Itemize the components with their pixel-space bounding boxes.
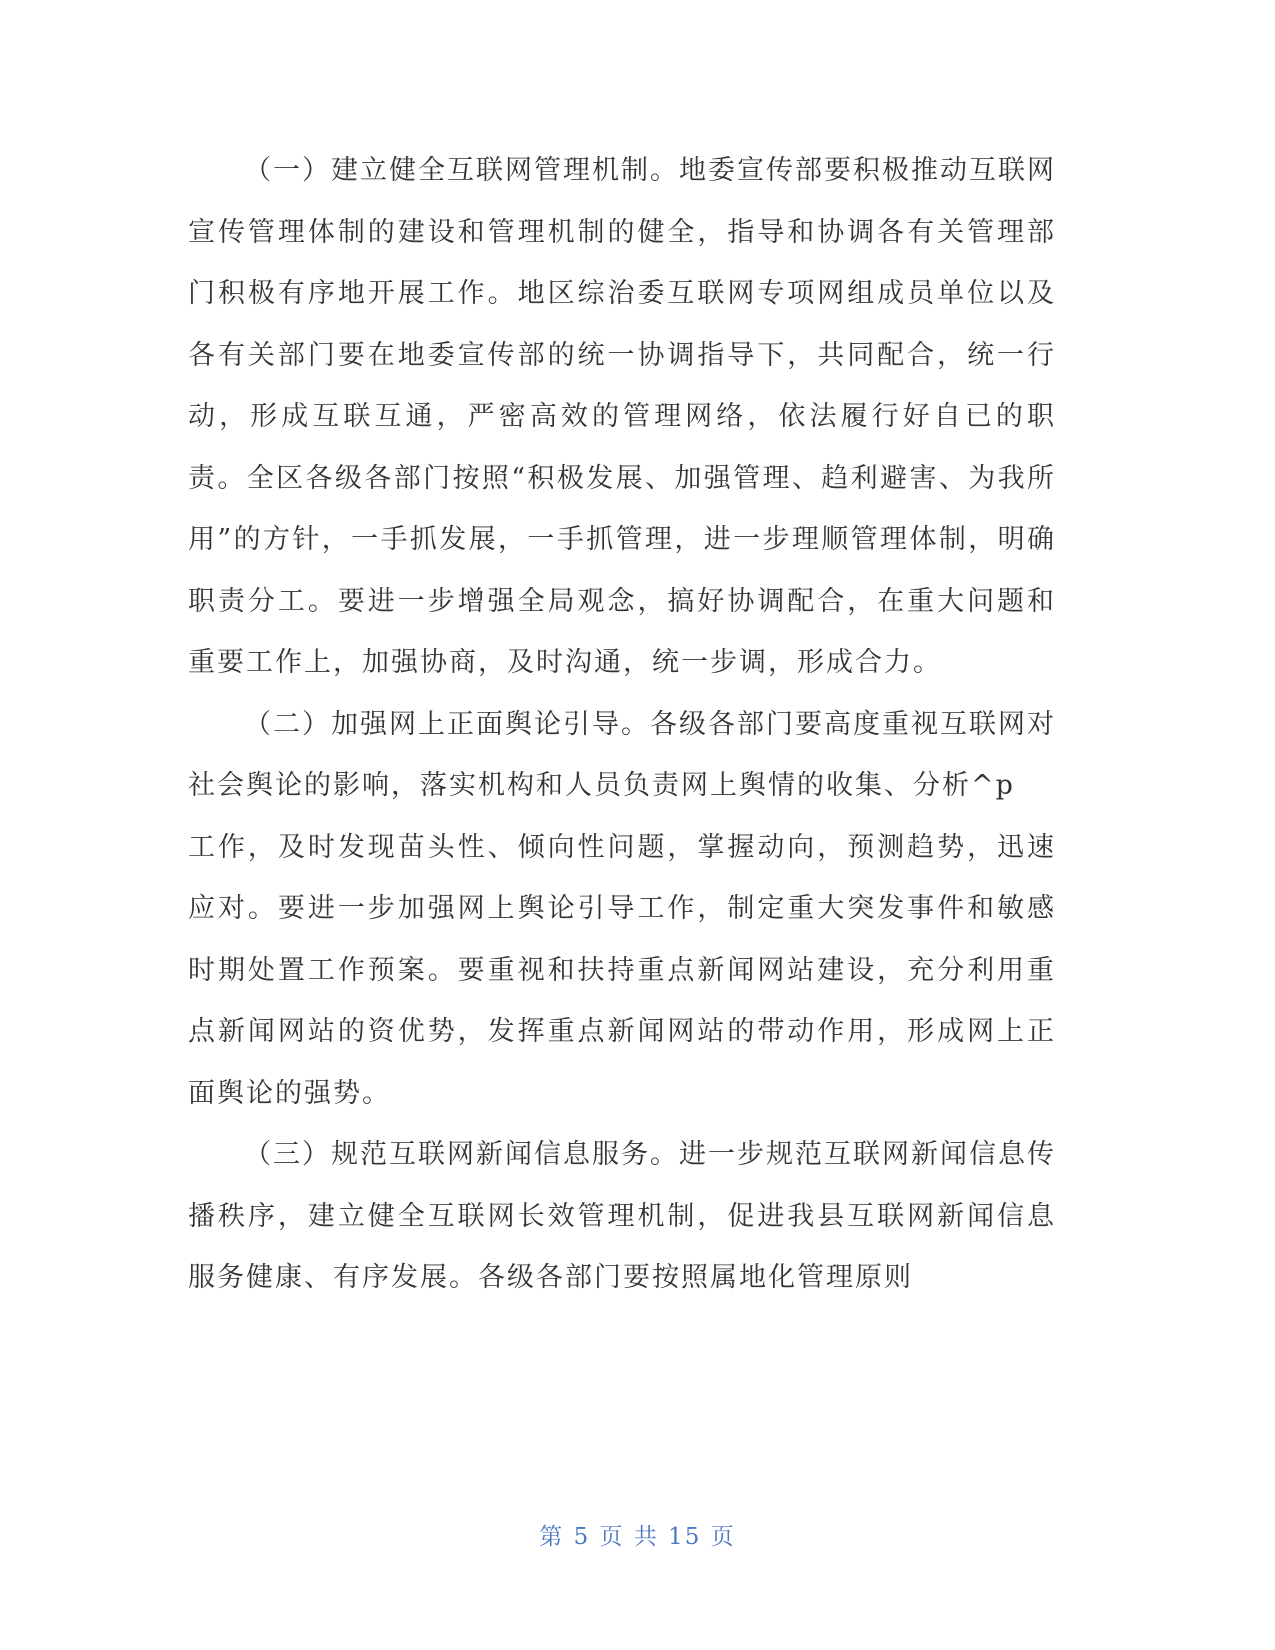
document-body (188, 140, 1056, 1309)
paragraph-2: （二）加强网上正面舆论引导。各级各部门要高度重视互联网对社会舆论的影响，落实机构和人员负责网上舆情的收集、分析^p 工作，及时发现苗头性、倾向性问题，掌握动向，预测趋势，迅速应对。要进一步加强网上舆论引导工作，制定重大突发事件和敏感时期处置工作预案。要重视和扶持重点新闻网站建设，充分利用重点新闻网站的资优势，发挥重点新闻网站的带动作用，形成网上正面舆论的强势。 (188, 708, 1056, 1109)
page-number-label: 第 5 页 共 15 页 (539, 1524, 736, 1550)
paragraph-3: （三）规范互联网新闻信息服务。进一步规范互联网新闻信息传播秩序，建立健全互联网长效管理机制，促进我县互联网新闻信息服务健康、有序发展。各级各部门要按照属地化管理原则 (188, 1139, 1056, 1293)
paragraph-1: （一）建立健全互联网管理机制。地委宣传部要积极推动互联网宣传管理体制的建设和管理机制的健全，指导和协调各有关管理部门积极有序地开展工作。地区综治委互联网专项网组成员单位以及各有关部门要在地委宣传部的统一协调指导下，共同配合，统一行动，形成互联互通，严密高效的管理网络，依法履行好自已的职责。全区各级各部门按照“积极发展、加强管理、趋利避害、为我所用”的方针，一手抓发展，一手抓管理，进一步理顺管理体制，明确职责分工。要进一步增强全局观念，搞好协调配合，在重大问题和重要工作上，加强协商，及时沟通，统一步调，形成合力。 (188, 155, 1056, 678)
page-footer (0, 1518, 1275, 1551)
